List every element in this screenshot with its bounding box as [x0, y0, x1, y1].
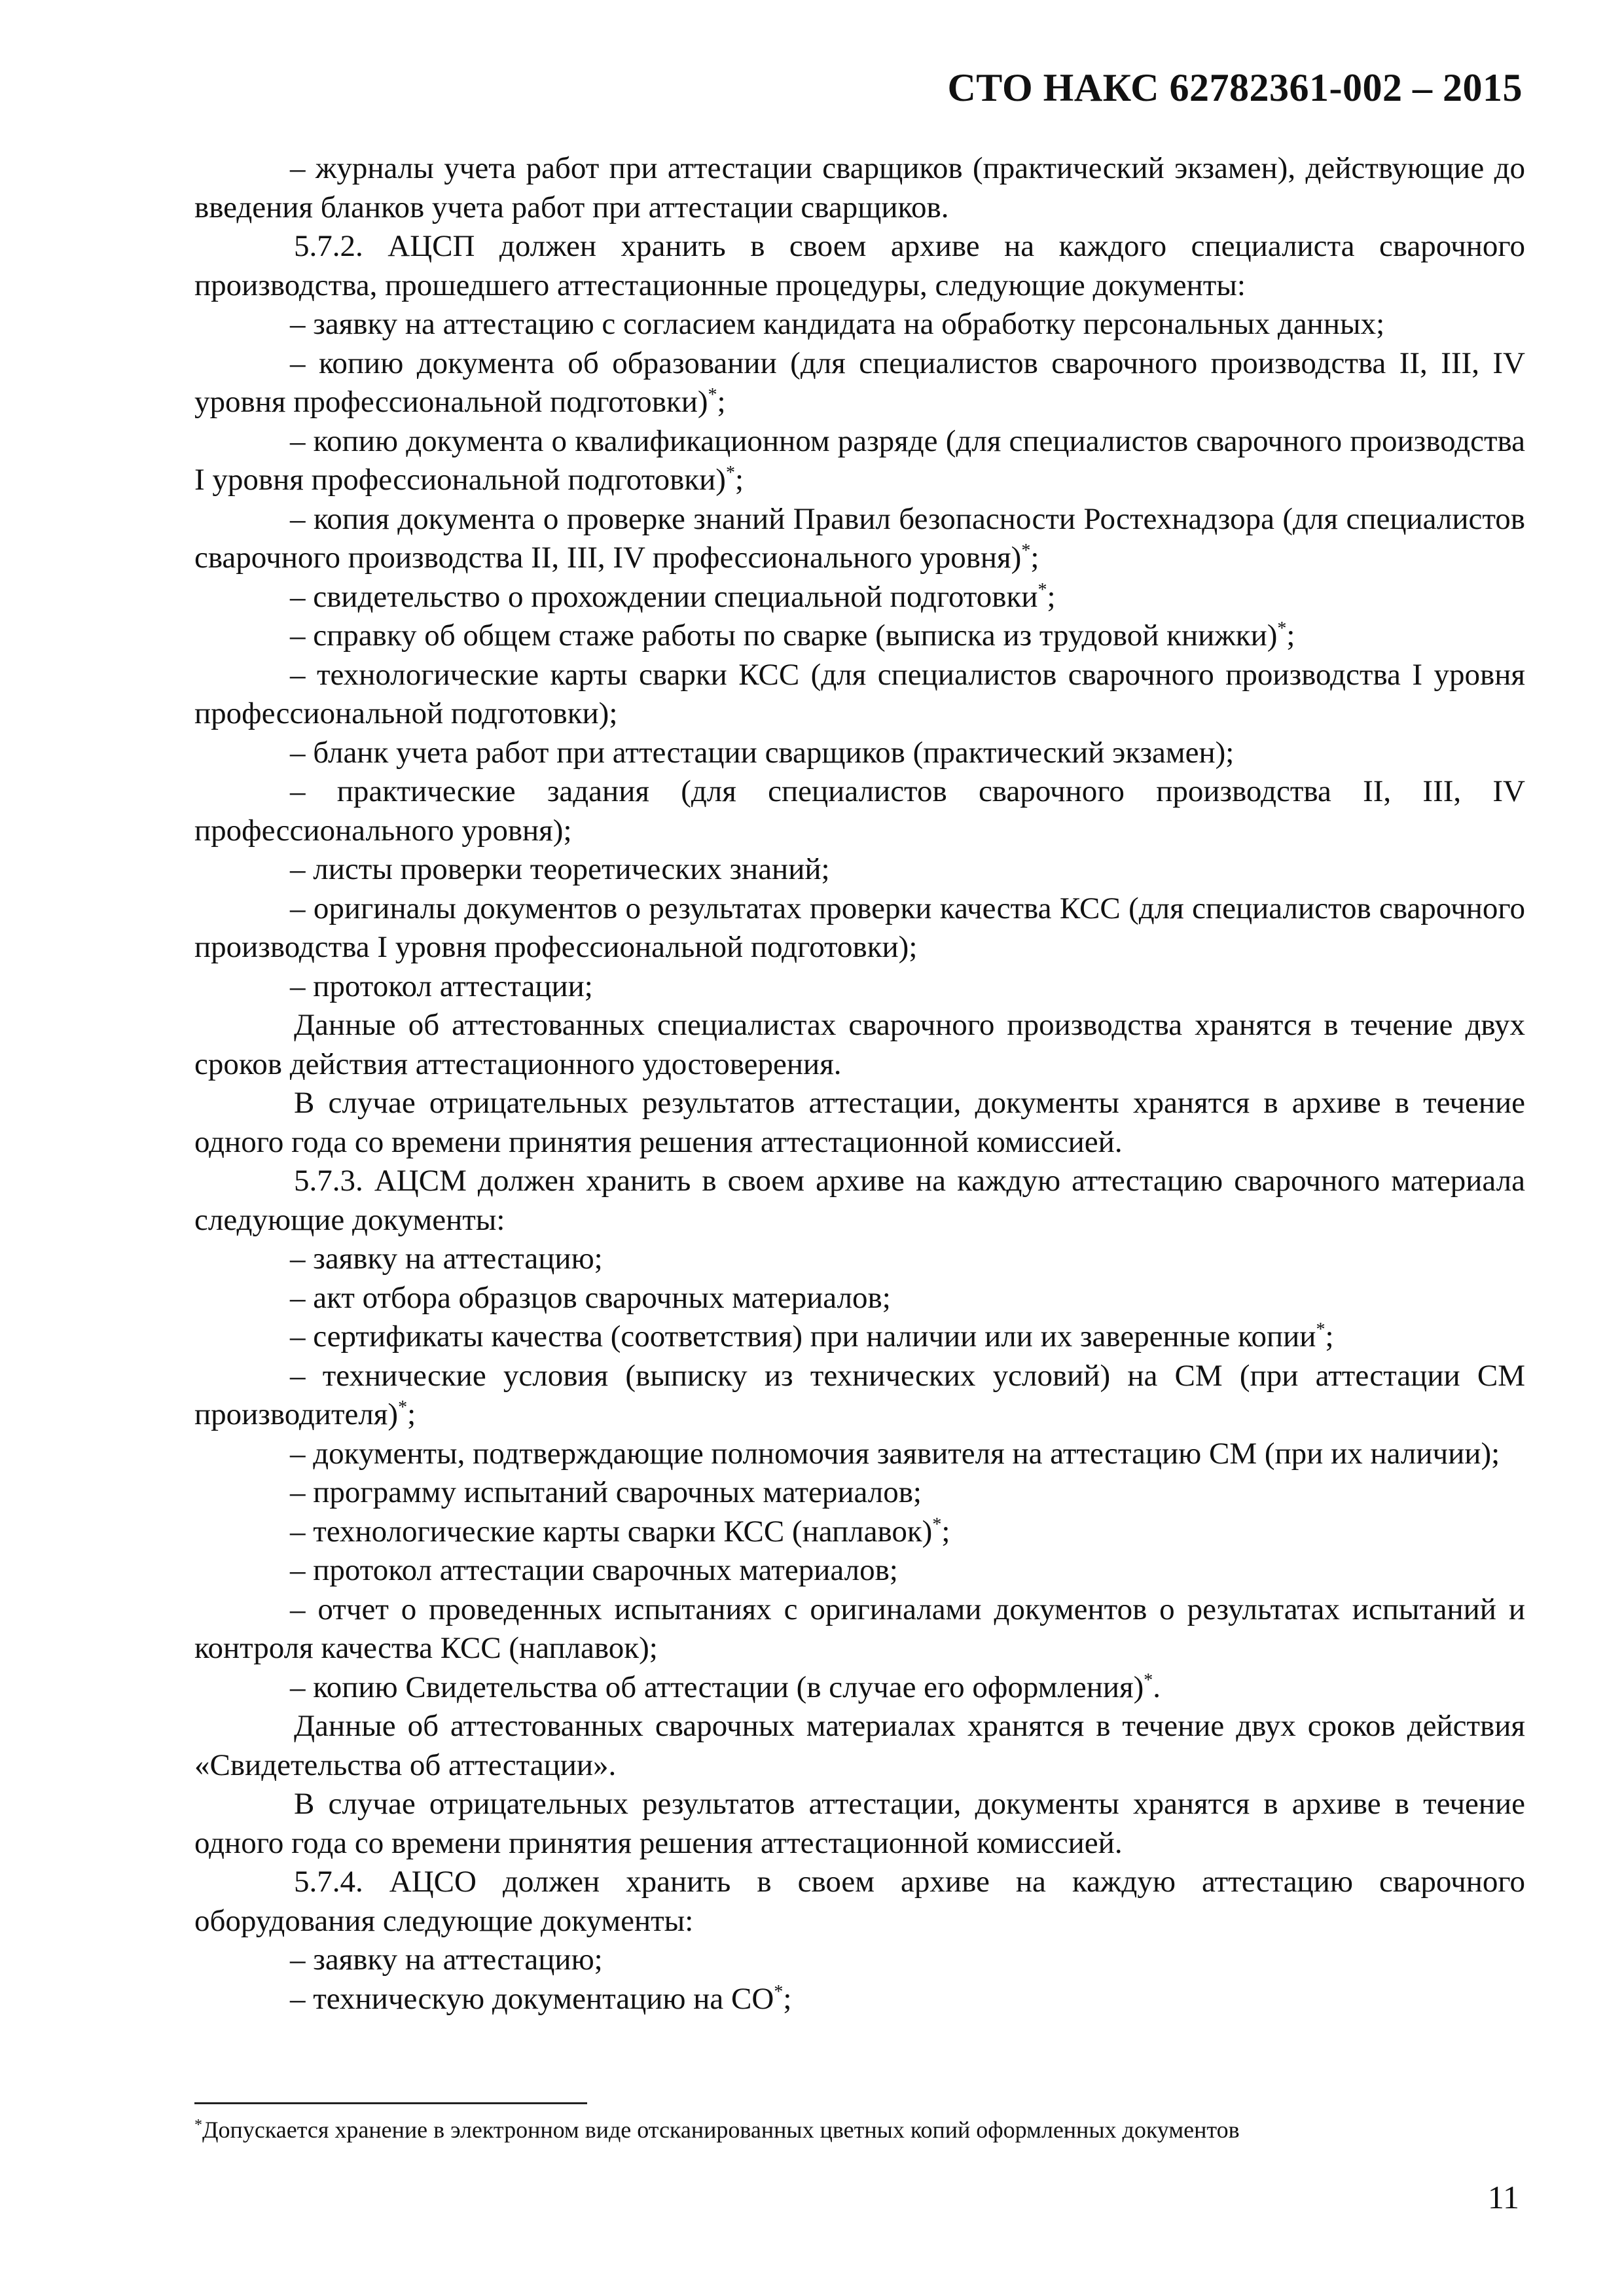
document-body [194, 149, 1525, 2018]
list-item-practical-tasks: – практические задания (для специалистов сварочного производства II, III, IV профессионального уровня); [194, 774, 1525, 848]
footnote-marker: * [1277, 619, 1287, 639]
footnote-marker: * [1144, 1670, 1153, 1691]
footnote-marker: * [725, 463, 735, 483]
paragraph-materials-storage: Данные об аттестованных сварочных материалах хранятся в течение двух сроков действия «Свидетельства об аттестации». [194, 1709, 1525, 1782]
list-item-test-report: – отчет о проведенных испытаниях с оригиналами документов о результатах испытаний и контроля качества КСС (наплавок); [194, 1592, 1525, 1665]
list-item-sampling-act: – акт отбора образцов сварочных материалов; [290, 1280, 891, 1315]
list-item-experience-reference: – справку об общем стаже работы по сварке (выписка из трудовой книжки)*; [290, 619, 1295, 653]
clause-5-7-4: 5.7.4. АЦСО должен хранить в своем архиве на каждую аттестацию сварочного оборудования следующие документы: [194, 1865, 1525, 1938]
list-item-test-program: – программу испытаний сварочных материалов; [290, 1475, 922, 1509]
paragraph-specialists-storage: Данные об аттестованных специалистах сварочного производства хранятся в течение двух сроков действия аттестационного удостоверения. [194, 1008, 1525, 1081]
list-item-application: – заявку на аттестацию; [290, 1242, 603, 1276]
list-item-protocol: – протокол аттестации; [290, 969, 593, 1003]
list-item-quality-certificates: – сертификаты качества (соответствия) при наличии или их заверенные копии*; [290, 1319, 1334, 1354]
list-item-training-certificate: – свидетельство о прохождении специальной подготовки*; [290, 579, 1056, 614]
footnote-divider [194, 2102, 587, 2104]
list-item-safety-rules-copy: – копия документа о проверке знаний Правил безопасности Ростехнадзора (для специалистов сварочного производства II, III, IV профессионального уровня)*; [194, 501, 1525, 575]
footnote: *Допускается хранение в электронном виде отсканированных цветных копий оформленных документов [194, 2117, 1240, 2143]
list-item-application: – заявку на аттестацию; [290, 1943, 603, 1977]
document-code-header: СТО НАКС 62782361-002 – 2015 [947, 66, 1523, 109]
list-item-journals: – журналы учета работ при аттестации сварщиков (практический экзамен), действующие до введения бланков учета работ при аттестации сварщиков. [194, 151, 1525, 224]
page-number: 11 [1487, 2179, 1519, 2215]
footnote-marker: * [1021, 541, 1031, 561]
footnote-marker: * [708, 385, 717, 405]
list-item-certificate-copy: – копию Свидетельства об аттестации (в случае его оформления)*. [290, 1670, 1161, 1704]
list-item-welding-cards: – технологические карты сварки КСС (для специалистов сварочного производства I уровня профессиональной подготовки); [194, 657, 1525, 730]
list-item-quality-originals: – оригиналы документов о результатах проверки качества КСС (для специалистов сварочного производства I уровня профессиональной подготовки); [194, 891, 1525, 964]
list-item-equipment-documentation: – техническую документацию на СО*; [290, 1981, 792, 2016]
footnote-marker: * [1316, 1319, 1326, 1340]
list-item-theory-sheets: – листы проверки теоретических знаний; [290, 852, 830, 886]
clause-5-7-2: 5.7.2. АЦСП должен хранить в своем архиве на каждого специалиста сварочного производства, прошедшего аттестационные процедуры, следующие документы: [194, 229, 1525, 302]
paragraph-negative-results: В случае отрицательных результатов аттестации, документы хранятся в архиве в течение одного года со времени принятия решения аттестационной комиссией. [194, 1086, 1525, 1159]
footnote-marker: * [774, 1981, 784, 2002]
list-item-authority-documents: – документы, подтверждающие полномочия заявителя на аттестацию СМ (при их наличии); [290, 1436, 1500, 1471]
list-item-application: – заявку на аттестацию с согласием кандидата на обработку персональных данных; [290, 307, 1385, 341]
list-item-welding-cards: – технологические карты сварки КСС (наплавок)*; [290, 1514, 950, 1549]
list-item-technical-conditions: – технические условия (выписку из технических условий) на СМ (при аттестации СМ производителя)*; [194, 1358, 1525, 1431]
list-item-qualification-copy: – копию документа о квалификационном разряде (для специалистов сварочного производства I уровня профессиональной подготовки)*; [194, 423, 1525, 497]
list-item-materials-protocol: – протокол аттестации сварочных материалов; [290, 1553, 898, 1587]
list-item-work-record-form: – бланк учета работ при аттестации сварщиков (практический экзамен); [290, 735, 1235, 770]
footnote-marker: * [1038, 579, 1047, 600]
clause-5-7-3: 5.7.3. АЦСМ должен хранить в своем архиве на каждую аттестацию сварочного материала следующие документы: [194, 1164, 1525, 1237]
footnote-marker: * [194, 2117, 202, 2134]
footnote-marker: * [398, 1397, 408, 1418]
paragraph-negative-results: В случае отрицательных результатов аттестации, документы хранятся в архиве в течение одного года со времени принятия решения аттестационной комиссией. [194, 1787, 1525, 1860]
list-item-education-copy: – копию документа об образовании (для специалистов сварочного производства II, III, IV уровня профессиональной подготовки)*; [194, 346, 1525, 419]
footnote-marker: * [932, 1514, 942, 1535]
